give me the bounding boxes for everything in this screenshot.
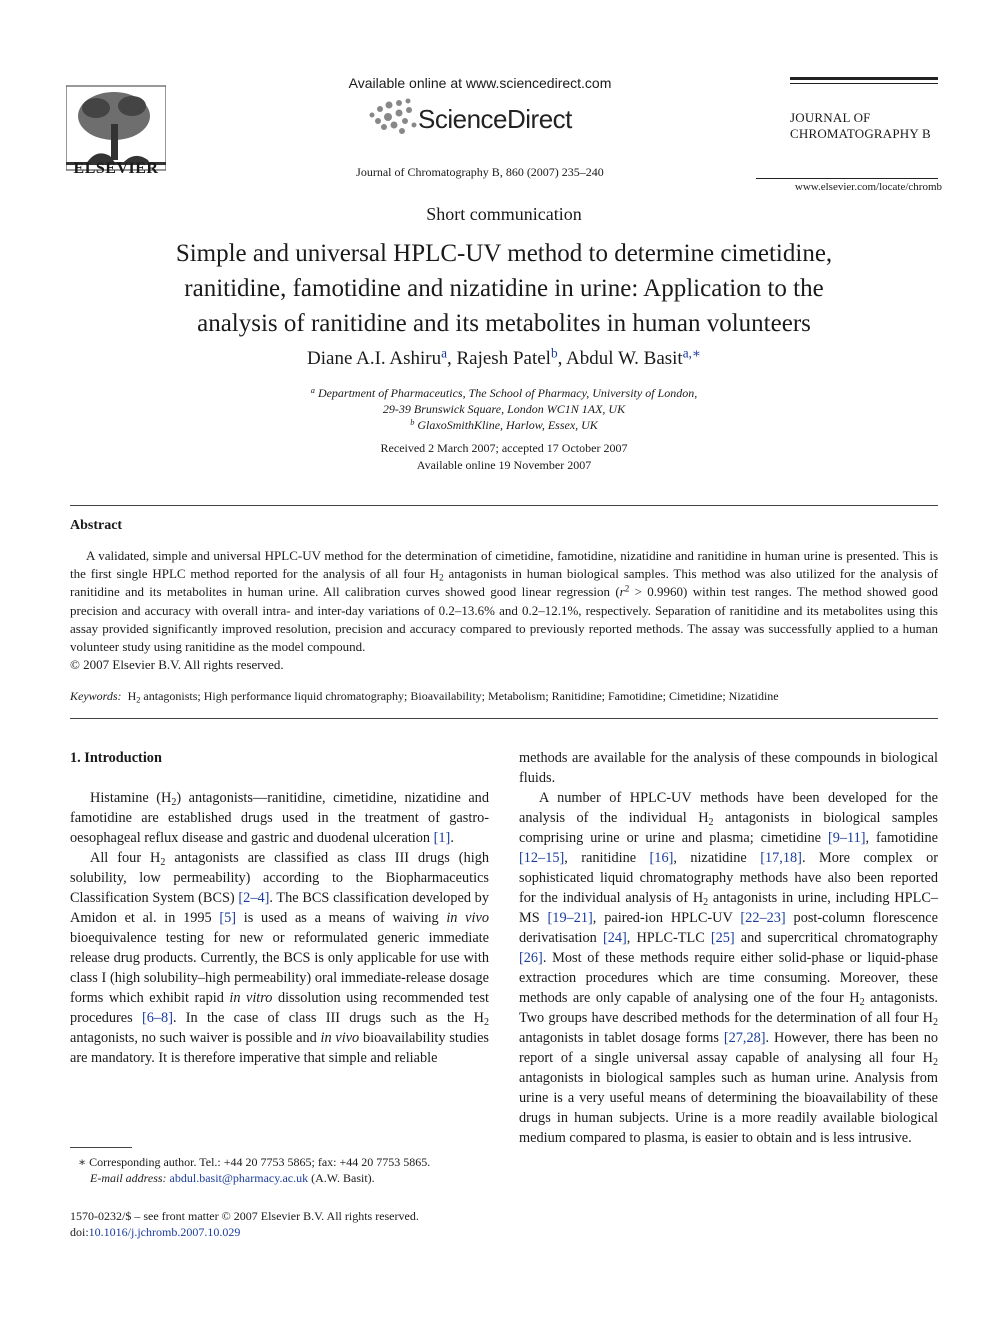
subscript: 2 [136,695,141,705]
paragraph: Histamine $(H_2)$ antagonists—ranitidine, cimetidine, nizatidine and famotidine are established drugs used in the treatment of gastro-oesophageal reflux disease and gastric and duodenal ulceration [1]. [70,790,489,846]
reference-link[interactable]: [19–21] [547,910,593,926]
abstract-text: > 0.9960) within test ranges. The method showed good precision and accuracy with overall intra- and inter-day variations of 0.2–13.6% and 0.2–12.1%, respectively. Separation of ranitidine and its metabolites using this assay provided significantly improved resolution, precision and accuracy compared to previously reported methods. The assay was successfully applied to a human volunteer study using ranitidine as the model compound. [70,584,938,655]
title-line: Simple and universal HPLC-UV method to determine cimetidine, [175,240,833,267]
sciencedirect-wordmark: ScienceDirect [418,104,572,134]
paragraph: All four $H_2$ antagonists are classified as class III drugs (high solubility, low permeability) according to the Biopharmaceutics Classification System (BCS) [2–4]. The BCS classification developed by Amidon et al. in 1995 [5] is used as a means of waiving in vivo bioequivalence testing for new or reformulated generic immediate release drug products. Currently, the BCS is only applicable for use with class I (high solubility–high permeability) oral immediate-release dosage forms which exhibit rapid in vitro dissolution using recommended test procedures [6–8]. In the case of class III drugs such as the $H_2$ antagonists, no such waiver is possible and in vivo bioavailability studies are mandatory. It is therefore imperative that simple and reliable [70,850,489,1066]
paragraph-text: methods are available for the analysis of these compounds in biological fluids. [519,750,938,786]
reference-link[interactable]: [1] [433,830,451,846]
received-date: Received 2 March 2007; accepted 17 October 2007 [380,441,628,455]
footnote-rule [70,1147,132,1148]
email-label: E-mail address: [90,1171,167,1185]
doi-label: doi: [70,1225,89,1239]
section-divider [70,505,938,506]
journal-name [790,110,940,142]
journal-rule [790,83,938,84]
reference-link[interactable]: [27,28] [723,1030,766,1046]
author-name: Rajesh Patel [456,348,551,369]
body-column-right [519,748,938,1148]
reference-link[interactable]: [2–4] [238,890,270,906]
reference-link[interactable]: [12–15] [519,850,565,866]
keywords-label: Keywords: [70,689,122,703]
reference-link[interactable]: [22–23] [740,910,786,926]
affiliation-link[interactable]: b [550,345,558,361]
article-title [100,236,908,341]
affiliation-link[interactable]: a [441,345,447,361]
journal-rule [756,178,938,179]
journal-name-line: CHROMATOGRAPHY B [790,126,931,141]
abstract-text: antagonists in human biological samples. This method was also utilized for the analysis of ranitidine and its metabolites in human urine. All calibration curves showed good linear regression ( [70,566,939,600]
keywords-text: antagonists; High performance liquid chromatography; Bioavailability; Metabolism; Ranitidine; Famotidine; Cimetidine; Nizatidine [140,689,779,703]
section-divider [70,718,938,719]
author-list: Diane A.I. Ashiru$^a$, Rajesh Patel$^b$, Abdul W. Basit$^{a,∗}$ [307,345,701,369]
doi-link[interactable]: 10.1016/j.jchromb.2007.10.029 [88,1225,241,1239]
publication-info [70,1208,489,1240]
affiliation-link[interactable]: a,∗ [682,345,701,361]
footnote [70,1154,489,1186]
affiliation-text: GlaxoSmithKline, Harlow, Essex, UK [417,418,598,432]
abstract-copyright: © 2007 Elsevier B.V. All rights reserved. [70,657,284,673]
affiliations [0,385,992,433]
available-online-note: Available online at www.sciencedirect.com [348,75,612,91]
affiliation-text: Department of Pharmaceutics, The School of Pharmacy, University of London, [317,386,698,400]
journal-name-line: JOURNAL OF [790,110,871,125]
reference-link[interactable]: [17,18] [760,850,802,866]
footnote-marker: ∗ [78,1155,87,1169]
publisher-name: ELSEVIER [73,160,159,177]
article-dates [0,440,992,474]
author-name: Abdul W. Basit [566,348,683,369]
affiliation-marker: b [410,417,415,427]
reference-link[interactable]: [24] [602,930,627,946]
author-name: Diane A.I. Ashiru [307,348,442,369]
reference-link[interactable]: [25] [710,930,735,946]
affiliation-marker: a [310,385,315,395]
reference-link[interactable]: [5] [219,910,237,926]
keywords [70,689,938,704]
article-type: Short communication [426,204,582,224]
email-link[interactable]: abdul.basit@pharmacy.ac.uk [169,1171,309,1185]
paragraph-text: bioavailability studies are mandatory. It is therefore imperative that simple and reliable [70,1030,489,1066]
issn-line: 1570-0232/$ – see front matter © 2007 Elsevier B.V. All rights reserved. [70,1209,419,1223]
paragraph: A number of HPLC-UV methods have been developed for the analysis of the individual $H_2$ antagonists in biological samples comprising urine or urine and plasma; cimetidine [9–11], famotidine [12–15], ranitidine [16], nizatidine [17,18]. More complex or sophisticated liquid chromatography methods have also been reported for the individual analysis of $H_2$ antagonists in urine, including HPLC–MS [19–21], paired-ion HPLC-UV [22–23] post-column florescence derivatisation [24], HPLC-TLC [25] and supercritical chromatography [26]. Most of these methods require either solid-phase or liquid-phase extraction procedures which are time consuming. Moreover, these methods are only capable of analysing one of the four $H_2$ antagonists. Two groups have described methods for the determination of all four $H_2$ antagonists in tablet dosage forms [27,28]. However, there has been no report of a single universal assay capable of analysing all four $H_2$ antagonists in biological samples such as human urine. Analysis from urine is a very useful means of determining the bioavailability of these drugs in human subjects. Urine is a more readily available biological medium compared to plasma, is easier to obtain and is less intrusive. [519,790,939,1146]
section-heading: 1. Introduction [70,750,162,766]
r-symbol: r [619,584,625,600]
subscript: 2 [439,572,444,583]
title-line: analysis of ranitidine and its metabolites in human volunteers [197,310,811,337]
journal-url-link[interactable]: www.elsevier.com/locate/chromb [794,181,942,193]
abstract-text: A validated, simple and universal HPLC-UV method for the determination of cimetidine, famotidine, nizatidine and ranitidine in human urine is presented. This is the first single HPLC method reported for the analysis of all four H [70,548,938,582]
available-date: Available online 19 November 2007 [416,458,592,472]
title-line: ranitidine, famotidine and nizatidine in urine: Application to the [184,275,824,302]
paragraph-continued [519,748,938,788]
journal-rule [790,77,938,80]
abstract-heading: Abstract [70,518,123,533]
reference-link[interactable]: [9–11] [827,830,866,846]
body-column-left [70,748,489,1068]
abstract-body [70,547,938,674]
reference-link[interactable]: [6–8] [141,1010,173,1026]
affiliation-text: 29-39 Brunswick Square, London WC1N 1AX, UK [382,402,626,416]
email-owner: (A.W. Basit). [308,1171,375,1185]
corresponding-author: Corresponding author. Tel.: +44 20 7753 5865; fax: +44 20 7753 5865. [86,1155,431,1169]
reference-link[interactable]: [26] [519,950,543,966]
reference-link[interactable]: [16] [649,850,674,866]
superscript: 2 [624,583,630,594]
journal-citation: Journal of Chromatography B, 860 (2007) 235–240 [356,165,604,179]
keywords-text: H [127,689,137,703]
